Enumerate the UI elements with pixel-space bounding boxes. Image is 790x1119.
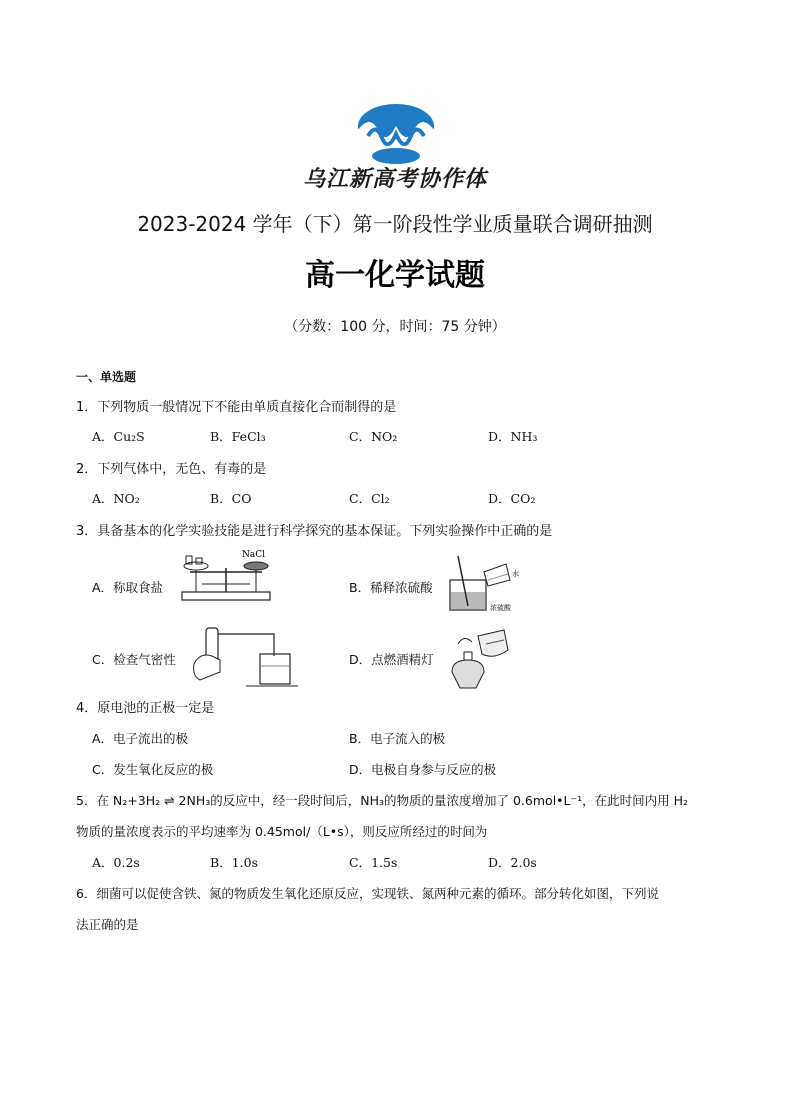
question-6-stem-line-1: 6．细菌可以促使含铁、氮的物质发生氧化还原反应，实现铁、氮两种元素的循环。部分转化如图，下列说 <box>76 886 659 901</box>
question-3-option-a[interactable]: A．称取食盐 <box>92 580 164 595</box>
question-4-option-d[interactable]: D．电极自身参与反应的极 <box>349 762 497 777</box>
question-4-option-a[interactable]: A．电子流出的极 <box>92 731 189 746</box>
question-5-option-d[interactable]: D．2.0s <box>488 855 537 870</box>
balance-scale-figure <box>172 548 280 604</box>
question-2-option-c[interactable]: C．Cl₂ <box>349 491 390 506</box>
question-5-option-a[interactable]: A．0.2s <box>92 855 140 870</box>
section-heading: 一、单选题 <box>76 370 137 384</box>
question-4-option-b[interactable]: B．电子流入的极 <box>349 731 446 746</box>
brand-name: 乌江新高考协作体 <box>302 167 487 192</box>
question-3-option-c[interactable]: C．检查气密性 <box>92 652 176 667</box>
exam-title: 高一化学试题 <box>305 258 485 293</box>
alcohol-lamp-figure <box>444 626 510 692</box>
question-4-stem: 4．原电池的正极一定是 <box>76 701 215 716</box>
question-2-option-b[interactable]: B．CO <box>210 491 252 506</box>
water-label: 水 <box>512 570 519 578</box>
question-3-option-b[interactable]: B．稀释浓硫酸 <box>349 580 433 595</box>
exam-subtitle: 2023-2024 学年（下）第一阶段性学业质量联合调研抽测 <box>137 212 653 236</box>
acid-label: 浓硫酸 <box>490 604 511 612</box>
question-1-option-c[interactable]: C．NO₂ <box>349 429 398 444</box>
dilution-figure <box>440 550 532 616</box>
question-1-stem: 1．下列物质一般情况下不能由单质直接化合而制得的是 <box>76 400 397 415</box>
airtight-check-figure <box>190 626 300 688</box>
question-1-option-b[interactable]: B．FeCl₃ <box>210 429 266 444</box>
nacl-label: NaCl <box>242 550 266 560</box>
question-5-stem-line-2: 物质的量浓度表示的平均速率为 0.45mol/（L•s），则反应所经过的时间为 <box>76 824 488 839</box>
question-2-option-a[interactable]: A．NO₂ <box>92 491 140 506</box>
question-3-option-d[interactable]: D．点燃酒精灯 <box>349 652 434 667</box>
question-2-stem: 2．下列气体中，无色、有毒的是 <box>76 462 267 477</box>
brand-logo-icon <box>348 96 444 168</box>
question-1-option-d[interactable]: D．NH₃ <box>488 429 538 444</box>
question-3-stem: 3．具备基本的化学实验技能是进行科学探究的基本保证。下列实验操作中正确的是 <box>76 524 553 539</box>
question-5-option-c[interactable]: C．1.5s <box>349 855 398 870</box>
question-1-option-a[interactable]: A．Cu₂S <box>92 429 145 444</box>
question-6-stem-line-2: 法正确的是 <box>76 917 139 932</box>
question-5-option-b[interactable]: B．1.0s <box>210 855 258 870</box>
question-2-option-d[interactable]: D．CO₂ <box>488 491 536 506</box>
question-4-option-c[interactable]: C．发生氧化反应的极 <box>92 762 214 777</box>
question-5-stem-line-1: 5．在 N₂+3H₂ ⇌ 2NH₃的反应中，经一段时间后，NH₃的物质的量浓度增加了 0.6mol•L⁻¹，在此时间内用 H₂ <box>76 793 689 808</box>
exam-meta: （分数：100 分，时间：75 分钟） <box>284 319 506 335</box>
